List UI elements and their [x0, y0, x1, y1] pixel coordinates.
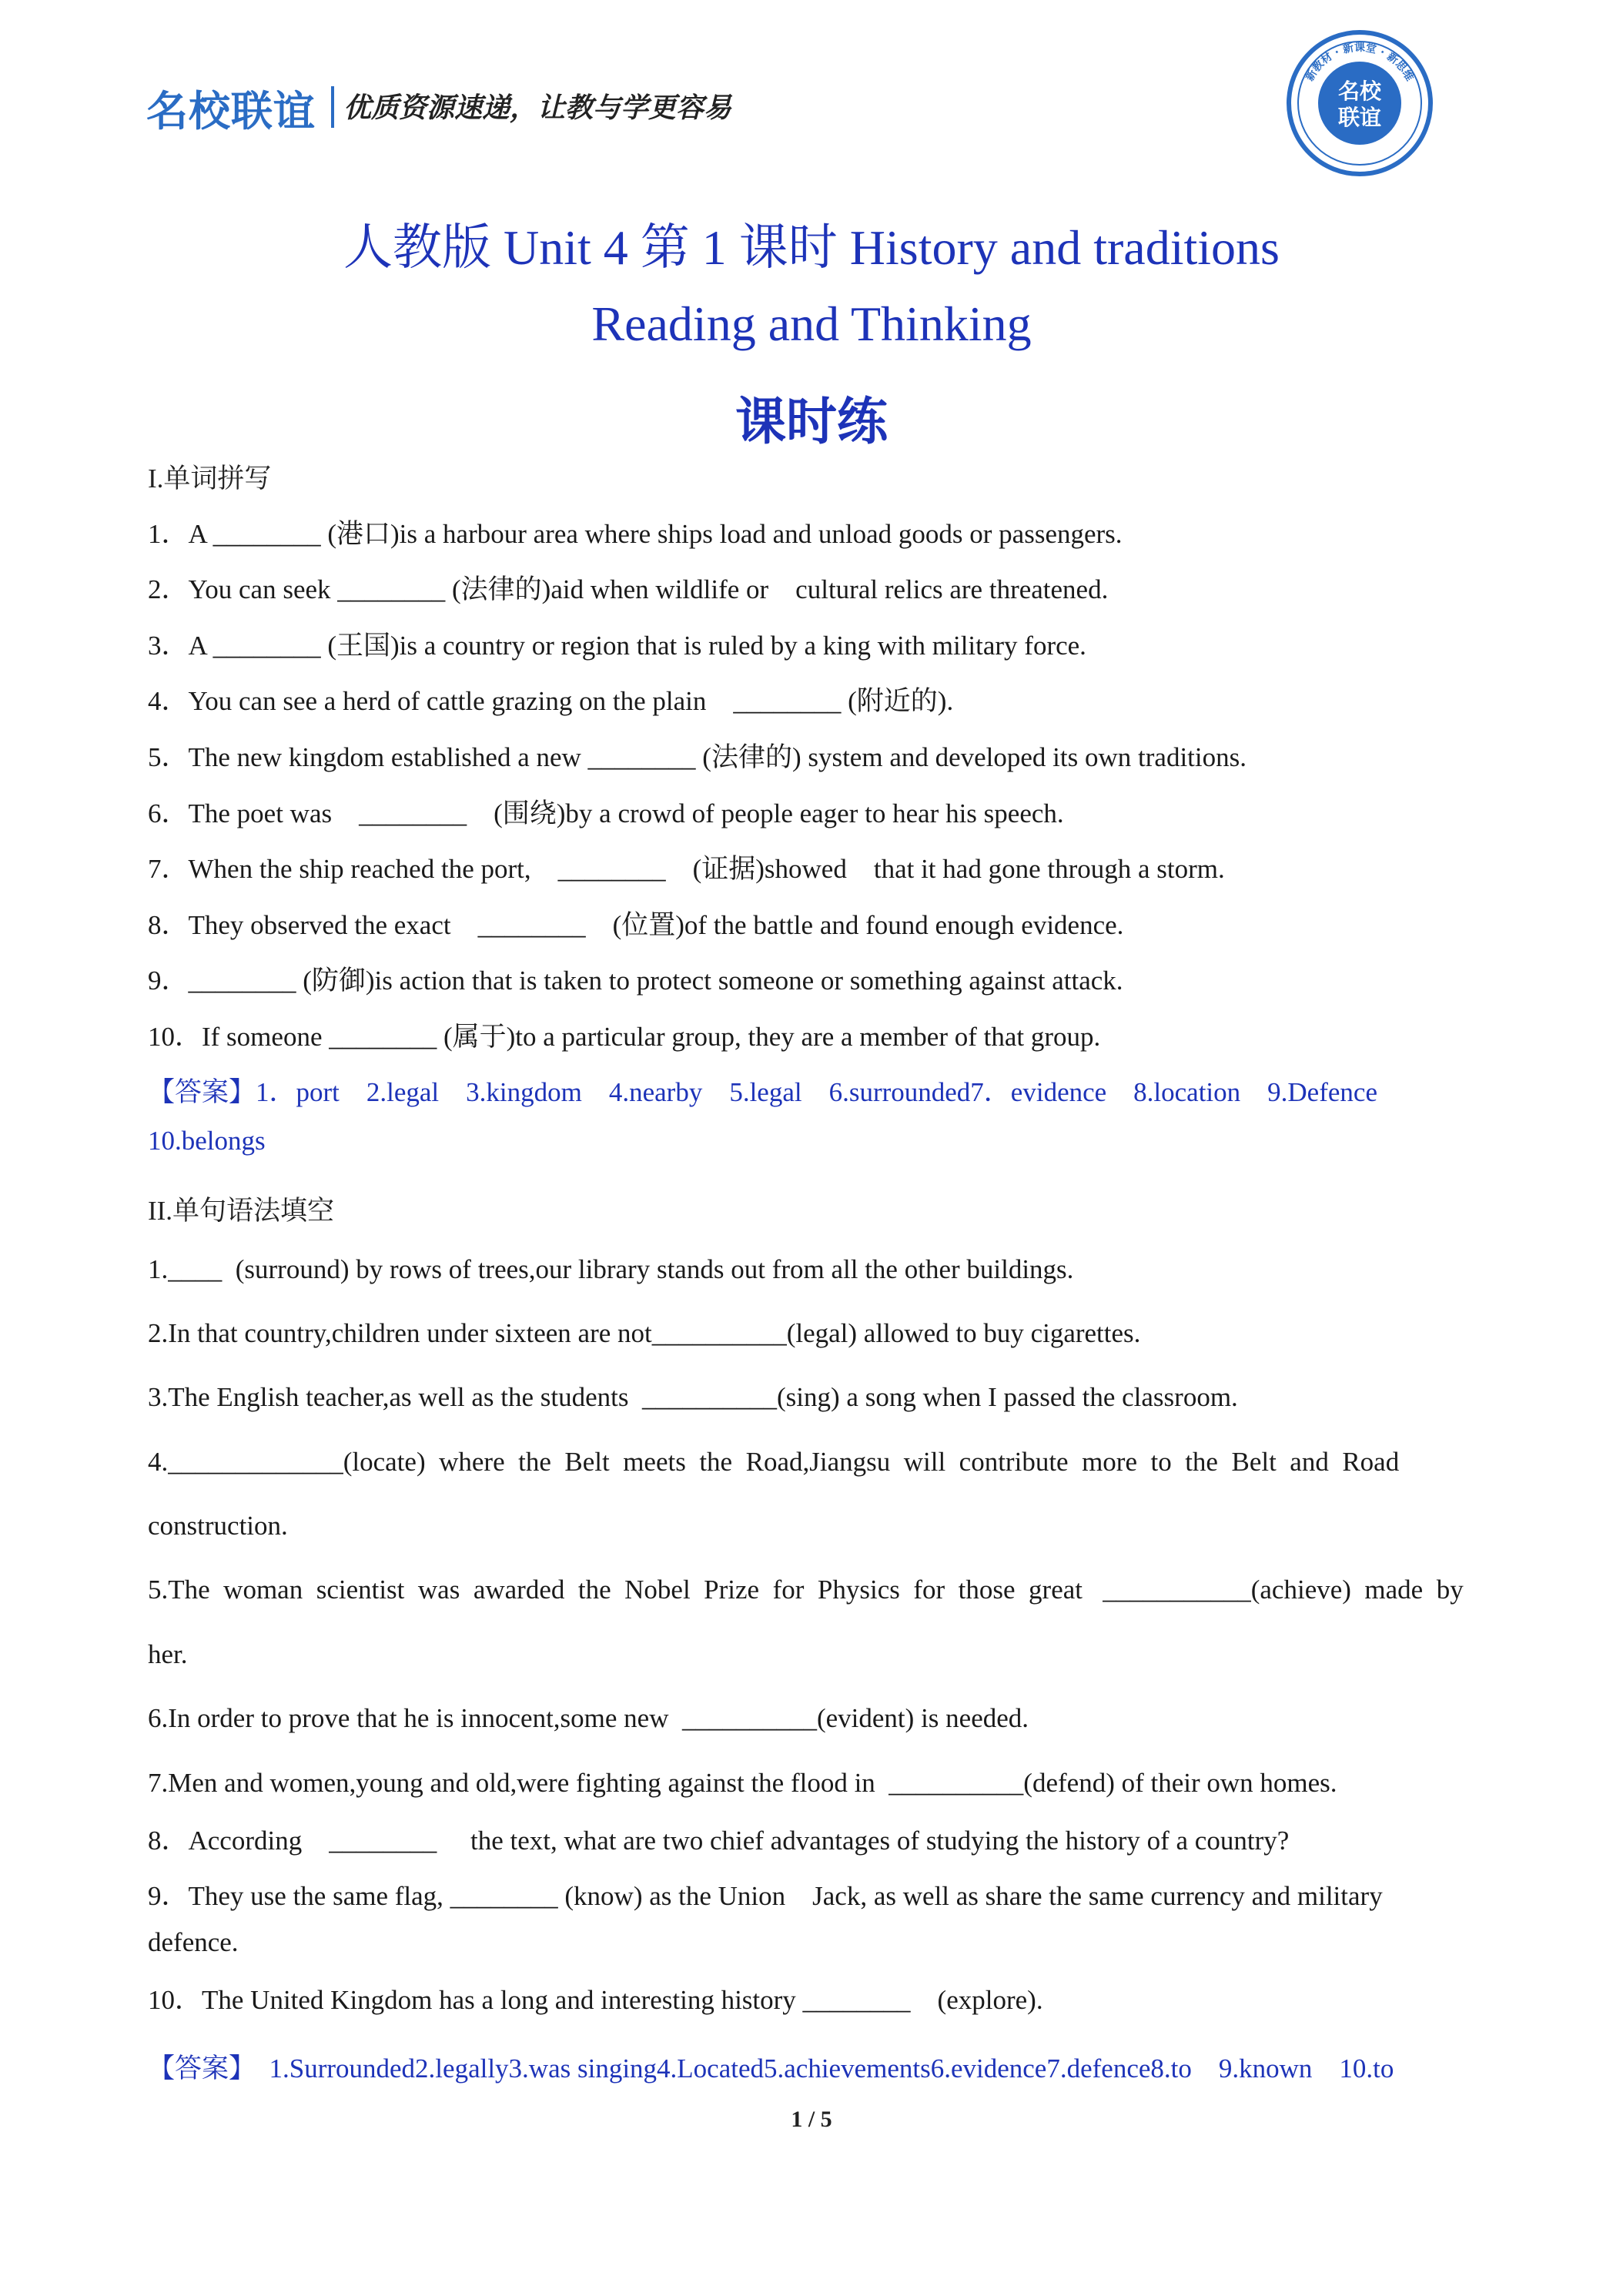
- exercise-item: 10．If someone ________ (属于)to a particular group, they are a member of that group.: [148, 1022, 1101, 1052]
- exercise-item-continued: defence.: [148, 1927, 239, 1957]
- exercise-item: 2.In that country,children under sixteen are not__________(legal) allowed to buy cigarettes.: [148, 1318, 1141, 1348]
- exercise-item: 5．The new kingdom established a new ________ (法律的) system and developed its own traditions.: [148, 742, 1247, 772]
- logo-text: 名校联谊: [146, 87, 316, 136]
- header-slogan: 优质资源速递，让教与学更容易: [343, 92, 732, 124]
- document-subtitle: Reading and Thinking: [591, 296, 1032, 351]
- exercise-item: 8．They observed the exact ________ (位置)of the battle and found enough evidence.: [148, 910, 1124, 940]
- svg-text:联谊: 联谊: [1337, 105, 1382, 130]
- exercise-item-continued: construction.: [148, 1511, 288, 1541]
- school-seal-icon: [1284, 28, 1435, 179]
- answer-key: 【答案】1．port 2.legal 3.kingdom 4.nearby 5.legal 6.surrounded7．evidence 8.location 9.Defence: [148, 1077, 1377, 1107]
- exercise-item: 3．A ________ (王国)is a country or region that is ruled by a king with military force.: [148, 631, 1086, 661]
- section1-heading: I.单词拼写: [148, 464, 272, 494]
- exercise-item: 7．When the ship reached the port, ________ (证据)showed that it had gone through a storm.: [148, 854, 1225, 884]
- exercise-item: 10．The United Kingdom has a long and interesting history ________ (explore).: [148, 1985, 1043, 2015]
- document-title: 人教版 Unit 4 第 1 课时 History and traditions: [343, 220, 1280, 275]
- exercise-item-continued: her.: [148, 1639, 188, 1669]
- svg-text:名校: 名校: [1337, 79, 1382, 104]
- exercise-item: 6.In order to prove that he is innocent,some new __________(evident) is needed.: [148, 1703, 1029, 1733]
- document-label: 课时练: [735, 394, 888, 450]
- logo-divider: [331, 86, 334, 128]
- exercise-item: 4._____________(locate) where the Belt meets the Road,Jiangsu will contribute more to the Belt and Road: [148, 1447, 1400, 1477]
- exercise-item: 6．The poet was ________ (围绕)by a crowd of people eager to hear his speech.: [148, 798, 1064, 828]
- answer-key: 【答案】 1.Surrounded2.legally3.was singing4.Located5.achievements6.evidence7.defence8.to 9.known 10.to: [148, 2053, 1394, 2083]
- exercise-item: 4．You can see a herd of cattle grazing on the plain ________ (附近的).: [148, 686, 954, 716]
- exercise-item: 7.Men and women,young and old,were fighting against the flood in __________(defend) of their own homes.: [148, 1768, 1337, 1798]
- exercise-item: 3.The English teacher,as well as the students __________(sing) a song when I passed the classroom.: [148, 1382, 1238, 1412]
- exercise-item: 8．According ________ the text, what are two chief advantages of studying the history of a country?: [148, 1826, 1290, 1856]
- exercise-item: 1.____ (surround) by rows of trees,our library stands out from all the other buildings.: [148, 1254, 1074, 1284]
- section2-heading: II.单句语法填空: [148, 1196, 335, 1226]
- answer-key-continued: 10.belongs: [148, 1126, 266, 1156]
- exercise-item: 5.The woman scientist was awarded the Nobel Prize for Physics for those great ___________(achieve) made by: [148, 1575, 1464, 1605]
- exercise-item: 1．A ________ (港口)is a harbour area where ships load and unload goods or passengers.: [148, 519, 1123, 549]
- exercise-item: 9．________ (防御)is action that is taken to protect someone or something against attack.: [148, 966, 1123, 996]
- svg-text:新教材 · 新课堂 · 新思维: 新教材 · 新课堂 · 新思维: [1303, 42, 1416, 84]
- exercise-item: 9．They use the same flag, ________ (know) as the Union Jack, as well as share the same currency and military: [148, 1881, 1383, 1911]
- exercise-item: 2．You can seek ________ (法律的)aid when wildlife or cultural relics are threatened.: [148, 574, 1109, 604]
- page-number: 1 / 5: [791, 2107, 832, 2132]
